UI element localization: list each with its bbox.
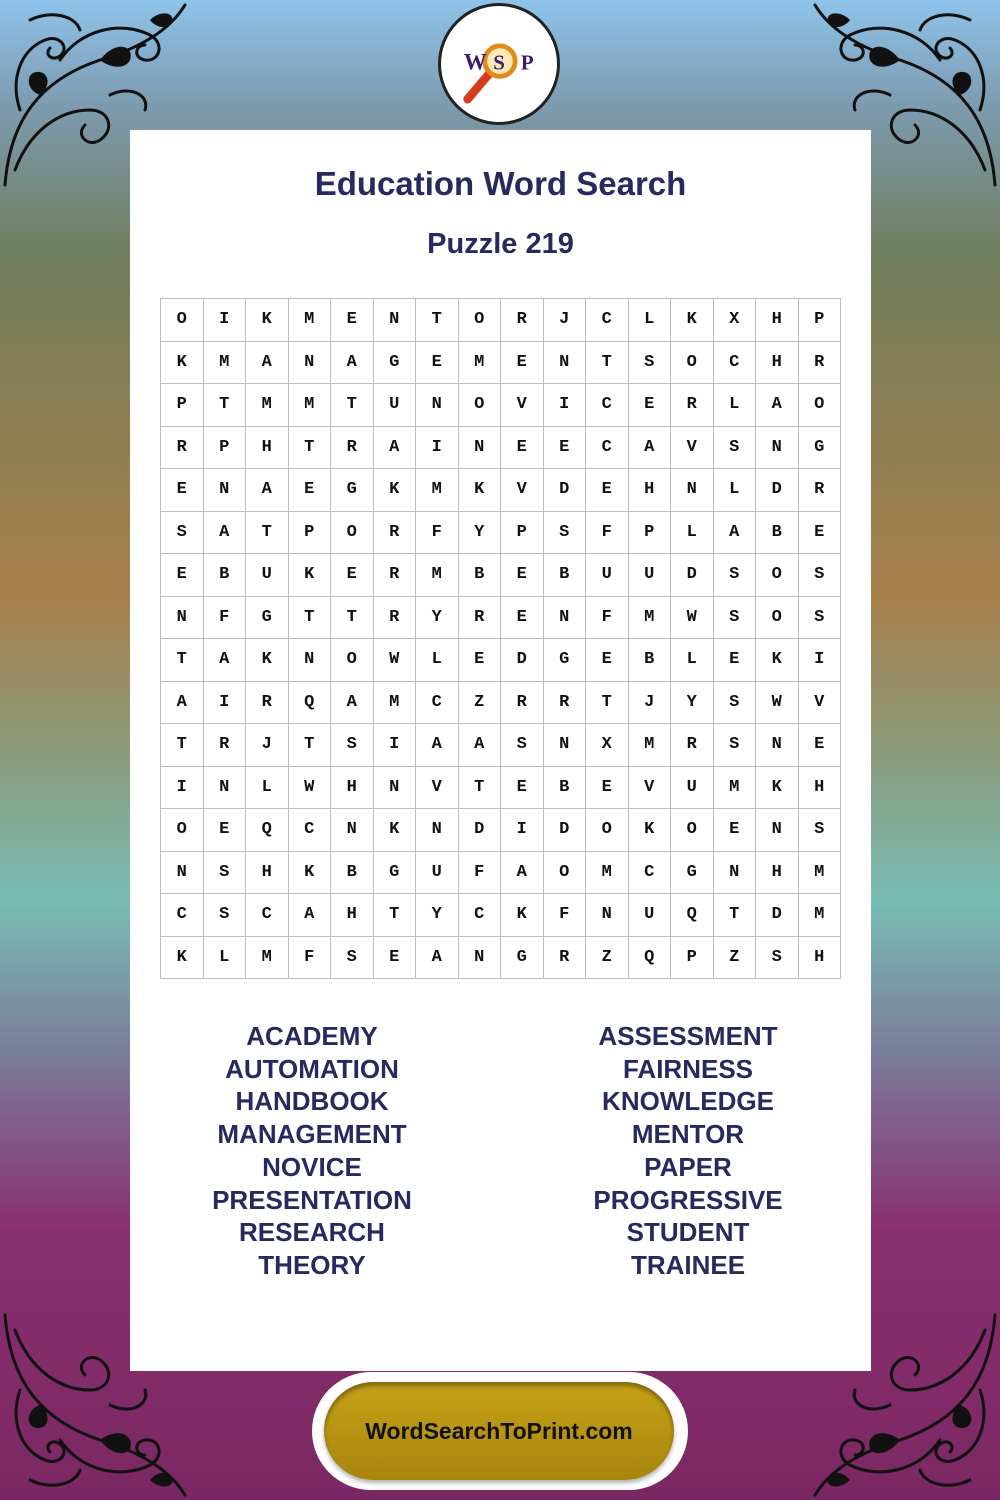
grid-cell[interactable]: B	[204, 554, 247, 597]
grid-cell[interactable]: K	[161, 937, 204, 980]
grid-cell[interactable]: D	[501, 639, 544, 682]
grid-cell[interactable]: E	[331, 554, 374, 597]
grid-cell[interactable]: H	[246, 852, 289, 895]
grid-cell[interactable]: W	[289, 767, 332, 810]
grid-cell[interactable]: T	[586, 342, 629, 385]
grid-cell[interactable]: N	[714, 852, 757, 895]
word-list-item: AUTOMATION	[225, 1053, 399, 1084]
grid-cell[interactable]: P	[671, 937, 714, 980]
grid-cell[interactable]: O	[544, 852, 587, 895]
grid-cell[interactable]: U	[586, 554, 629, 597]
grid-cell[interactable]: G	[501, 937, 544, 980]
grid-cell[interactable]: K	[374, 469, 417, 512]
grid-cell[interactable]: G	[374, 852, 417, 895]
grid-cell[interactable]: E	[714, 639, 757, 682]
grid-cell[interactable]: D	[671, 554, 714, 597]
grid-cell[interactable]: S	[331, 937, 374, 980]
grid-cell[interactable]: T	[246, 512, 289, 555]
grid-cell[interactable]: L	[714, 384, 757, 427]
grid-cell[interactable]: F	[289, 937, 332, 980]
grid-cell[interactable]: N	[289, 639, 332, 682]
grid-cell[interactable]: I	[374, 724, 417, 767]
grid-cell[interactable]: G	[799, 427, 842, 470]
grid-cell[interactable]: T	[289, 597, 332, 640]
grid-cell[interactable]: U	[246, 554, 289, 597]
grid-cell[interactable]: E	[374, 937, 417, 980]
grid-cell[interactable]: E	[501, 597, 544, 640]
word-list-item: KNOWLEDGE	[602, 1086, 774, 1117]
grid-cell[interactable]: E	[331, 299, 374, 342]
grid-cell[interactable]: O	[459, 384, 502, 427]
grid-cell[interactable]: R	[671, 384, 714, 427]
grid-cell[interactable]: M	[799, 894, 842, 937]
word-list-item: MANAGEMENT	[217, 1119, 407, 1150]
grid-cell[interactable]: R	[331, 427, 374, 470]
grid-cell[interactable]: A	[459, 724, 502, 767]
grid-cell[interactable]: A	[204, 639, 247, 682]
grid-cell[interactable]: E	[161, 554, 204, 597]
word-list-item: NOVICE	[262, 1151, 362, 1182]
grid-cell[interactable]: H	[629, 469, 672, 512]
grid-cell[interactable]: K	[671, 299, 714, 342]
grid-cell[interactable]: L	[204, 937, 247, 980]
grid-cell[interactable]: L	[671, 512, 714, 555]
footer-badge	[312, 1372, 688, 1490]
grid-cell[interactable]: W	[374, 639, 417, 682]
grid-cell[interactable]: C	[714, 342, 757, 385]
grid-cell[interactable]: G	[671, 852, 714, 895]
word-list-item: PRESENTATION	[212, 1184, 412, 1215]
grid-cell[interactable]: G	[544, 639, 587, 682]
grid-cell[interactable]: A	[331, 342, 374, 385]
grid-cell[interactable]: E	[586, 469, 629, 512]
grid-cell[interactable]: N	[374, 299, 417, 342]
grid-cell[interactable]: A	[204, 512, 247, 555]
grid-cell[interactable]: M	[204, 342, 247, 385]
grid-cell[interactable]: R	[374, 554, 417, 597]
grid-cell[interactable]: N	[756, 724, 799, 767]
grid-cell[interactable]: G	[331, 469, 374, 512]
logo-letter-p: P	[520, 50, 534, 75]
grid-cell[interactable]: U	[629, 894, 672, 937]
grid-cell[interactable]: E	[161, 469, 204, 512]
grid-cell[interactable]: Y	[671, 682, 714, 725]
grid-cell[interactable]: L	[714, 469, 757, 512]
grid-cell[interactable]: C	[459, 894, 502, 937]
grid-cell[interactable]: A	[246, 342, 289, 385]
grid-cell[interactable]: O	[161, 809, 204, 852]
letter-grid	[160, 298, 841, 979]
grid-cell[interactable]: M	[246, 937, 289, 980]
grid-cell[interactable]: B	[756, 512, 799, 555]
grid-cell[interactable]: S	[544, 512, 587, 555]
grid-cell[interactable]: O	[799, 384, 842, 427]
grid-cell[interactable]: I	[204, 682, 247, 725]
grid-cell[interactable]: M	[629, 597, 672, 640]
grid-cell[interactable]: I	[161, 767, 204, 810]
grid-cell[interactable]: S	[799, 809, 842, 852]
grid-cell[interactable]: M	[416, 554, 459, 597]
grid-cell[interactable]: E	[204, 809, 247, 852]
grid-cell[interactable]: S	[714, 724, 757, 767]
grid-cell[interactable]: X	[586, 724, 629, 767]
grid-cell[interactable]: G	[246, 597, 289, 640]
grid-cell[interactable]: P	[629, 512, 672, 555]
grid-cell[interactable]: M	[459, 342, 502, 385]
grid-cell[interactable]: N	[671, 469, 714, 512]
grid-cell[interactable]: L	[629, 299, 672, 342]
logo-letter-s: S	[493, 50, 505, 75]
grid-cell[interactable]: N	[459, 427, 502, 470]
word-list-item: PAPER	[644, 1151, 732, 1182]
grid-cell[interactable]: F	[586, 512, 629, 555]
grid-cell[interactable]: N	[756, 427, 799, 470]
grid-cell[interactable]: T	[416, 299, 459, 342]
grid-cell[interactable]: C	[586, 427, 629, 470]
grid-cell[interactable]: Y	[416, 894, 459, 937]
grid-cell[interactable]: Q	[246, 809, 289, 852]
grid-cell[interactable]: B	[544, 554, 587, 597]
grid-cell[interactable]: R	[544, 682, 587, 725]
grid-cell[interactable]: N	[161, 597, 204, 640]
grid-cell[interactable]: K	[161, 342, 204, 385]
grid-cell[interactable]: N	[416, 809, 459, 852]
grid-cell[interactable]: S	[714, 597, 757, 640]
grid-cell[interactable]: P	[501, 512, 544, 555]
grid-cell[interactable]: T	[374, 894, 417, 937]
grid-cell[interactable]: E	[586, 767, 629, 810]
grid-cell[interactable]: E	[799, 512, 842, 555]
grid-cell[interactable]: C	[289, 809, 332, 852]
grid-cell[interactable]: E	[501, 342, 544, 385]
grid-cell[interactable]: H	[756, 299, 799, 342]
grid-cell[interactable]: C	[246, 894, 289, 937]
grid-cell[interactable]: K	[289, 554, 332, 597]
grid-cell[interactable]: J	[544, 299, 587, 342]
grid-cell[interactable]: N	[374, 767, 417, 810]
grid-cell[interactable]: P	[204, 427, 247, 470]
grid-cell[interactable]: L	[671, 639, 714, 682]
grid-cell[interactable]: S	[204, 852, 247, 895]
grid-cell[interactable]: A	[374, 427, 417, 470]
grid-cell[interactable]: C	[586, 384, 629, 427]
grid-cell[interactable]: T	[161, 724, 204, 767]
grid-cell[interactable]: P	[799, 299, 842, 342]
grid-cell[interactable]: E	[714, 809, 757, 852]
word-list-item: FAIRNESS	[622, 1053, 754, 1084]
grid-cell[interactable]: A	[246, 469, 289, 512]
grid-cell[interactable]: N	[459, 937, 502, 980]
grid-cell[interactable]: E	[501, 554, 544, 597]
grid-cell[interactable]: F	[586, 597, 629, 640]
word-list-item: STUDENT	[626, 1217, 750, 1248]
grid-cell[interactable]: N	[204, 767, 247, 810]
grid-cell[interactable]: J	[629, 682, 672, 725]
grid-cell[interactable]: I	[501, 809, 544, 852]
grid-cell[interactable]: T	[161, 639, 204, 682]
grid-cell[interactable]: O	[756, 597, 799, 640]
grid-cell[interactable]: T	[331, 597, 374, 640]
grid-cell[interactable]: B	[544, 767, 587, 810]
magnifier-handle-icon	[468, 74, 489, 99]
grid-cell[interactable]: R	[501, 682, 544, 725]
grid-cell[interactable]: I	[204, 299, 247, 342]
grid-cell[interactable]: R	[374, 512, 417, 555]
grid-cell[interactable]: Z	[714, 937, 757, 980]
grid-cell[interactable]: O	[586, 809, 629, 852]
grid-cell[interactable]: N	[289, 342, 332, 385]
grid-cell[interactable]: H	[331, 894, 374, 937]
word-list-item: RESEARCH	[239, 1217, 385, 1248]
grid-cell[interactable]: V	[629, 767, 672, 810]
word-list-left	[162, 1020, 462, 1282]
grid-cell[interactable]: T	[586, 682, 629, 725]
grid-cell[interactable]: E	[289, 469, 332, 512]
grid-cell[interactable]: R	[246, 682, 289, 725]
grid-cell[interactable]: A	[756, 384, 799, 427]
grid-cell[interactable]: A	[416, 724, 459, 767]
grid-cell[interactable]: K	[756, 767, 799, 810]
grid-cell[interactable]: R	[161, 427, 204, 470]
grid-cell[interactable]: U	[671, 767, 714, 810]
grid-cell[interactable]: S	[161, 512, 204, 555]
grid-cell[interactable]: D	[544, 469, 587, 512]
grid-cell[interactable]: H	[331, 767, 374, 810]
grid-cell[interactable]: H	[246, 427, 289, 470]
grid-cell[interactable]: F	[459, 852, 502, 895]
word-list-item: TRAINEE	[630, 1249, 746, 1280]
grid-cell[interactable]: D	[756, 469, 799, 512]
grid-cell[interactable]: M	[416, 469, 459, 512]
puzzle-sheet	[130, 130, 871, 1371]
word-list-item: PROGRESSIVE	[593, 1184, 783, 1215]
grid-cell[interactable]: T	[331, 384, 374, 427]
grid-cell[interactable]: O	[331, 512, 374, 555]
grid-cell[interactable]: E	[629, 384, 672, 427]
grid-cell[interactable]: E	[501, 427, 544, 470]
grid-cell[interactable]: A	[161, 682, 204, 725]
grid-cell[interactable]: C	[416, 682, 459, 725]
grid-cell[interactable]: O	[161, 299, 204, 342]
grid-cell[interactable]: V	[416, 767, 459, 810]
grid-cell[interactable]: F	[204, 597, 247, 640]
grid-cell[interactable]: K	[246, 299, 289, 342]
grid-cell[interactable]: Z	[459, 682, 502, 725]
word-list-item: ACADEMY	[246, 1021, 378, 1051]
grid-cell[interactable]: B	[629, 639, 672, 682]
grid-cell[interactable]: I	[416, 427, 459, 470]
grid-cell[interactable]: I	[799, 639, 842, 682]
grid-cell[interactable]: H	[756, 342, 799, 385]
grid-cell[interactable]: O	[756, 554, 799, 597]
grid-cell[interactable]: J	[246, 724, 289, 767]
grid-cell[interactable]: M	[714, 767, 757, 810]
grid-cell[interactable]: S	[714, 682, 757, 725]
grid-cell[interactable]: M	[586, 852, 629, 895]
grid-cell[interactable]: W	[756, 682, 799, 725]
grid-cell[interactable]: W	[671, 597, 714, 640]
grid-cell[interactable]: R	[799, 469, 842, 512]
grid-cell[interactable]: U	[416, 852, 459, 895]
grid-cell[interactable]: C	[629, 852, 672, 895]
grid-cell[interactable]: D	[459, 809, 502, 852]
grid-cell[interactable]: R	[799, 342, 842, 385]
grid-cell[interactable]: K	[629, 809, 672, 852]
logo-letter-w: W	[463, 49, 487, 75]
grid-cell[interactable]: M	[374, 682, 417, 725]
grid-cell[interactable]: K	[289, 852, 332, 895]
grid-cell[interactable]: G	[374, 342, 417, 385]
grid-cell[interactable]: A	[629, 427, 672, 470]
grid-cell[interactable]: R	[374, 597, 417, 640]
grid-cell[interactable]: R	[204, 724, 247, 767]
grid-cell[interactable]: E	[544, 427, 587, 470]
grid-cell[interactable]: R	[501, 299, 544, 342]
grid-cell[interactable]: V	[671, 427, 714, 470]
word-list-item: MENTOR	[631, 1119, 745, 1150]
grid-cell[interactable]: F	[416, 512, 459, 555]
grid-cell[interactable]: U	[629, 554, 672, 597]
grid-cell[interactable]: S	[756, 937, 799, 980]
grid-cell[interactable]: T	[459, 767, 502, 810]
grid-cell[interactable]: K	[756, 639, 799, 682]
grid-cell[interactable]: N	[544, 724, 587, 767]
grid-cell[interactable]: Z	[586, 937, 629, 980]
grid-cell[interactable]: X	[714, 299, 757, 342]
grid-cell[interactable]: H	[799, 937, 842, 980]
grid-cell[interactable]: Y	[459, 512, 502, 555]
grid-cell[interactable]: H	[756, 852, 799, 895]
grid-cell[interactable]: E	[586, 639, 629, 682]
website-link-button[interactable]: WordSearchToPrint.com	[324, 1382, 674, 1480]
grid-cell[interactable]: N	[161, 852, 204, 895]
grid-cell[interactable]: O	[671, 342, 714, 385]
grid-cell[interactable]: S	[629, 342, 672, 385]
page-title: Education Word Search	[314, 165, 687, 202]
word-list-item: THEORY	[258, 1249, 366, 1280]
grid-cell[interactable]: M	[629, 724, 672, 767]
grid-cell[interactable]: V	[799, 682, 842, 725]
word-list-item: ASSESSMENT	[598, 1021, 778, 1051]
grid-cell[interactable]: C	[586, 299, 629, 342]
grid-cell[interactable]: M	[289, 384, 332, 427]
grid-cell[interactable]: M	[799, 852, 842, 895]
grid-cell[interactable]: Q	[629, 937, 672, 980]
grid-cell[interactable]: K	[246, 639, 289, 682]
grid-cell[interactable]: R	[671, 724, 714, 767]
grid-cell[interactable]: S	[331, 724, 374, 767]
grid-cell[interactable]: V	[501, 384, 544, 427]
grid-cell[interactable]: A	[331, 682, 374, 725]
grid-cell[interactable]: A	[714, 512, 757, 555]
grid-cell[interactable]: K	[459, 469, 502, 512]
grid-cell[interactable]: A	[501, 852, 544, 895]
grid-cell[interactable]: O	[459, 299, 502, 342]
grid-cell[interactable]: R	[459, 597, 502, 640]
grid-cell[interactable]: S	[714, 554, 757, 597]
grid-cell[interactable]: A	[416, 937, 459, 980]
grid-cell[interactable]: L	[416, 639, 459, 682]
grid-cell[interactable]: O	[331, 639, 374, 682]
grid-cell[interactable]: N	[544, 342, 587, 385]
grid-cell[interactable]: N	[586, 894, 629, 937]
grid-cell[interactable]: S	[501, 724, 544, 767]
grid-cell[interactable]: V	[501, 469, 544, 512]
grid-cell[interactable]: T	[714, 894, 757, 937]
grid-cell[interactable]: N	[544, 597, 587, 640]
grid-cell[interactable]: K	[501, 894, 544, 937]
grid-cell[interactable]: S	[799, 554, 842, 597]
word-list-item: HANDBOOK	[235, 1086, 389, 1117]
grid-cell[interactable]: Q	[289, 682, 332, 725]
grid-cell[interactable]: C	[161, 894, 204, 937]
grid-cell[interactable]: N	[331, 809, 374, 852]
grid-cell[interactable]: M	[289, 299, 332, 342]
grid-cell[interactable]: N	[416, 384, 459, 427]
grid-cell[interactable]: S	[204, 894, 247, 937]
grid-cell[interactable]: O	[671, 809, 714, 852]
puzzle-number: Puzzle 219	[427, 228, 574, 260]
grid-cell[interactable]: A	[289, 894, 332, 937]
grid-cell[interactable]: D	[756, 894, 799, 937]
grid-cell[interactable]: S	[799, 597, 842, 640]
grid-cell[interactable]: P	[289, 512, 332, 555]
grid-cell[interactable]: B	[459, 554, 502, 597]
word-list-right	[538, 1020, 838, 1282]
grid-cell[interactable]: U	[374, 384, 417, 427]
wsp-logo[interactable]	[438, 3, 560, 125]
grid-cell[interactable]: T	[204, 384, 247, 427]
grid-cell[interactable]: B	[331, 852, 374, 895]
grid-cell[interactable]: I	[544, 384, 587, 427]
grid-cell[interactable]: H	[799, 767, 842, 810]
grid-cell[interactable]: Q	[671, 894, 714, 937]
grid-cell[interactable]: E	[459, 639, 502, 682]
grid-cell[interactable]: E	[416, 342, 459, 385]
grid-cell[interactable]: T	[289, 724, 332, 767]
grid-cell[interactable]: L	[246, 767, 289, 810]
grid-cell[interactable]: E	[799, 724, 842, 767]
grid-cell[interactable]: S	[714, 427, 757, 470]
grid-cell[interactable]: K	[374, 809, 417, 852]
grid-cell[interactable]: P	[161, 384, 204, 427]
grid-cell[interactable]: N	[204, 469, 247, 512]
grid-cell[interactable]: E	[501, 767, 544, 810]
grid-cell[interactable]: R	[544, 937, 587, 980]
grid-cell[interactable]: Y	[416, 597, 459, 640]
grid-cell[interactable]: T	[289, 427, 332, 470]
grid-cell[interactable]: N	[756, 809, 799, 852]
grid-cell[interactable]: M	[246, 384, 289, 427]
grid-cell[interactable]: D	[544, 809, 587, 852]
grid-cell[interactable]: F	[544, 894, 587, 937]
